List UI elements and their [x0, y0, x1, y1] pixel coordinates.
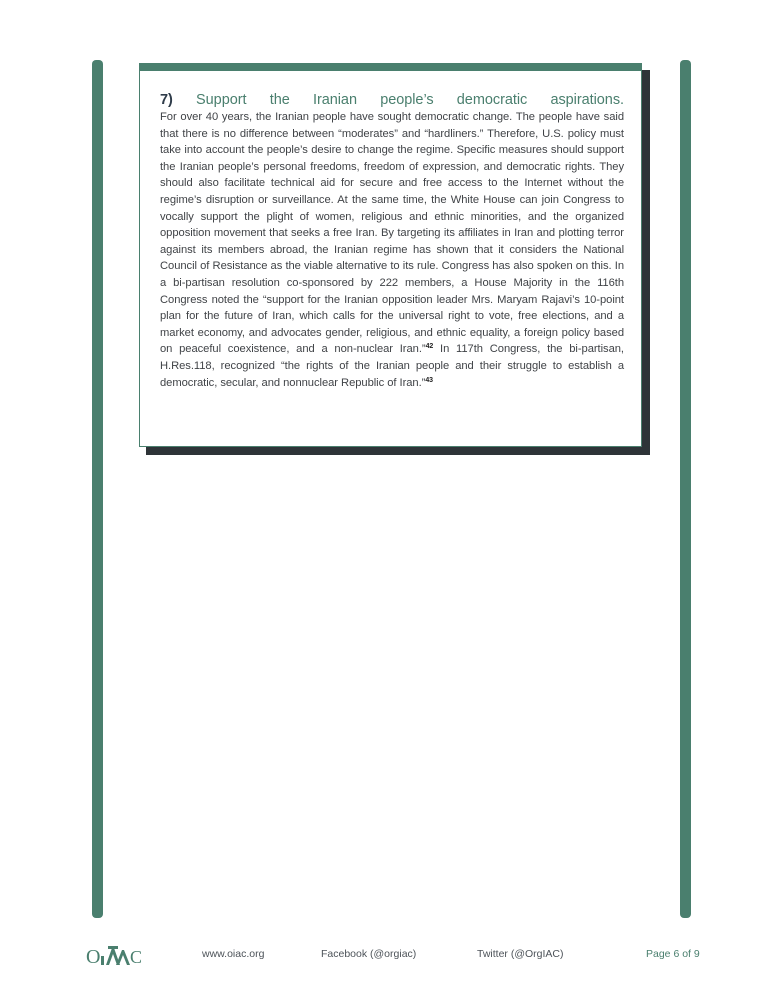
- section-body-part2: In 117th Congress, the bi-partisan, H.Res.118, recognized “the rights of the Iranian people and their struggle to establish a democratic, secular, and nonnuclear Republic of Iran.”: [160, 343, 624, 389]
- section-heading: [160, 91, 624, 109]
- callout-box: [139, 63, 642, 447]
- right-margin-bar: [680, 60, 691, 918]
- page-indicator: Page 6 of 9: [646, 948, 700, 960]
- section-number: 7): [160, 92, 173, 108]
- footnote-ref-43[interactable]: 43: [425, 376, 434, 384]
- svg-text:O: O: [86, 946, 101, 966]
- svg-text:C: C: [130, 947, 143, 966]
- left-margin-bar: [92, 60, 103, 918]
- section-title: Support the Iranian people’s democratic aspirations.: [196, 92, 624, 108]
- callout-content: [160, 91, 624, 391]
- section-body-part1: For over 40 years, the Iranian people have sought democratic change. The people have said that there is no difference between “moderates” and “hardliners.” Therefore, U.S. policy must take into account the people’s desire to change the regime. Specific measures should support the Iranian people’s personal freedoms, freedom of expression, and democratic rights. They should also facilitate technical aid for secure and free access to the Internet without the regime’s disruption or surveillance. At the same time, the White House can join Congress to vocally support the plight of women, religious and ethnic minorities, and the organized opposition movement that seeks a free Iran. By targeting its affiliates in Iran and plotting terror against its members abroad, the Iranian regime has shown that it considers the National Council of Resistance as the viable alternative to its rule. Congress has also spoken on this. In a bi-partisan resolution co-sponsored by 222 members, a House Majority in the 116th Congress noted the “support for the Iranian opposition leader Mrs. Maryam Rajavi’s 10-point plan for the future of Iran, which calls for the universal right to vote, free elections, and a market economy, and advocates gender, religious, and ethnic equality, a foreign policy based on peaceful coexistence, and a non-nuclear Iran.”: [160, 111, 624, 356]
- twitter-link[interactable]: Twitter (@OrgIAC): [477, 948, 564, 960]
- oiac-logo: [86, 944, 148, 966]
- website-link[interactable]: www.oiac.org: [202, 948, 265, 960]
- facebook-link[interactable]: Facebook (@orgiac): [321, 948, 417, 960]
- page-footer: [0, 940, 772, 970]
- footnote-ref-42[interactable]: 42: [425, 343, 434, 351]
